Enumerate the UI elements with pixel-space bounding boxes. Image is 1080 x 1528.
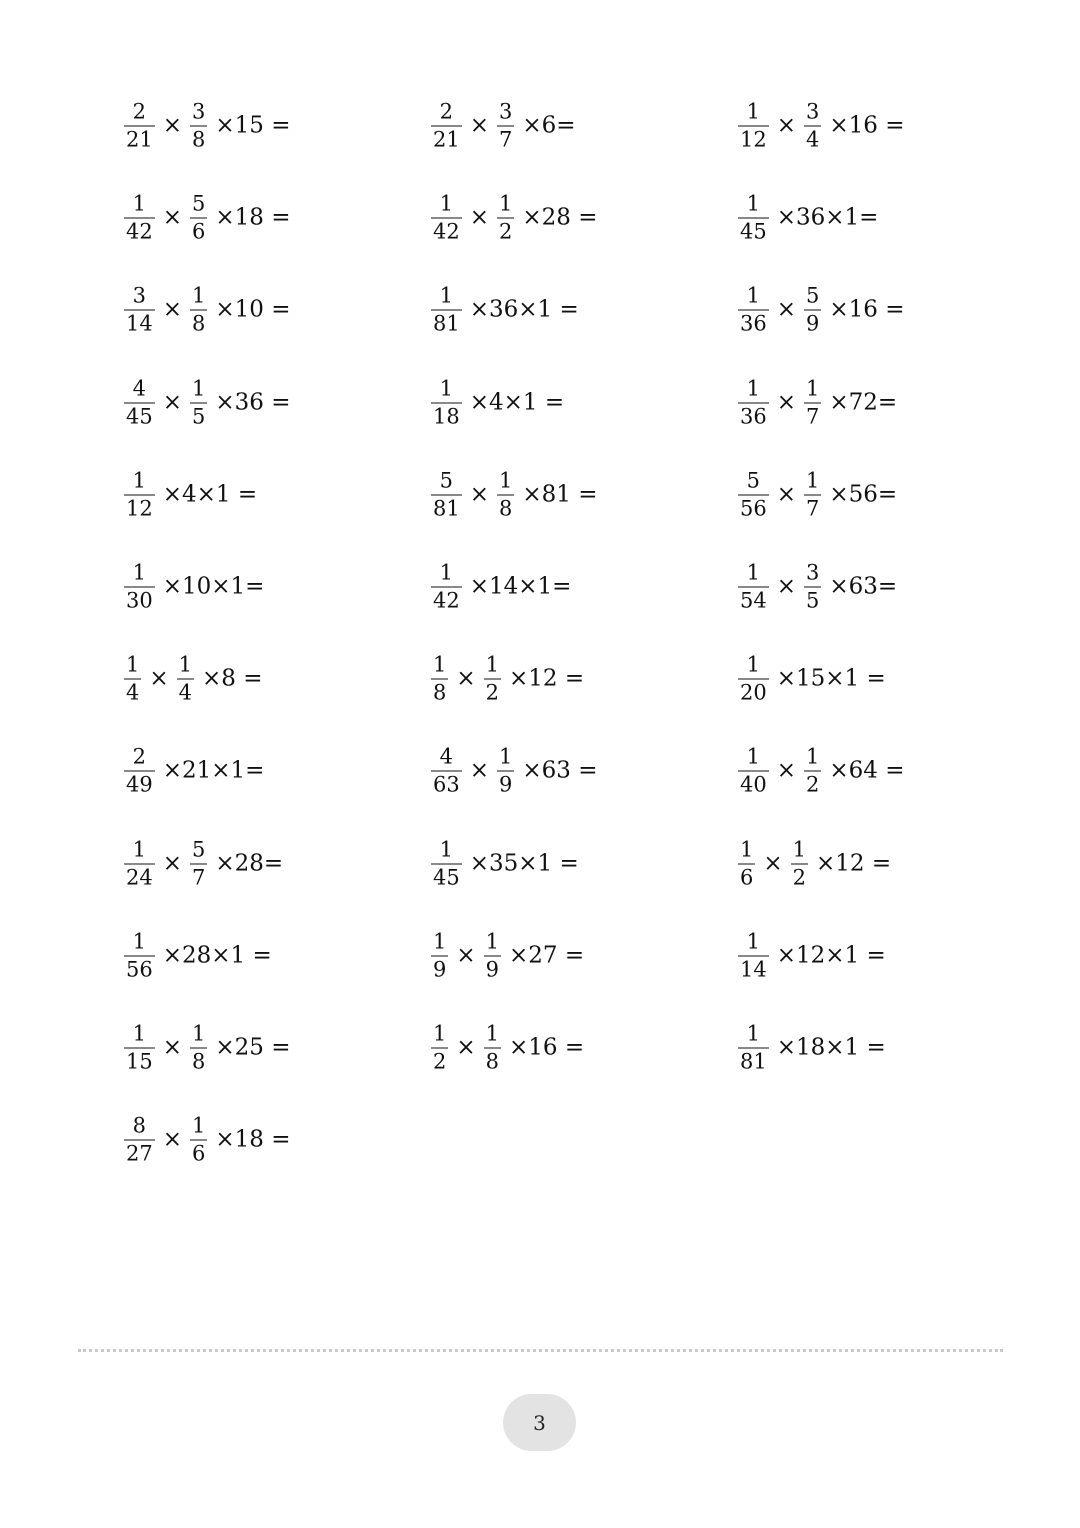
math-problem xyxy=(736,1021,886,1074)
numerator: 1 xyxy=(485,652,500,677)
times-sign: × xyxy=(776,757,797,784)
times-sign: × xyxy=(763,850,783,877)
expression-rest: ×10×1= xyxy=(162,573,265,600)
math-problem xyxy=(736,99,905,152)
math-problem xyxy=(429,191,598,244)
fraction xyxy=(804,470,821,519)
denominator: 20 xyxy=(740,680,767,705)
fraction xyxy=(431,744,462,797)
numerator: 1 xyxy=(192,1113,206,1138)
denominator: 81 xyxy=(740,1049,767,1074)
math-problem xyxy=(122,744,265,797)
fraction xyxy=(738,378,769,427)
numerator: 5 xyxy=(439,468,454,493)
times-sign: × xyxy=(776,573,797,600)
numerator: 4 xyxy=(439,744,454,769)
expression-rest: ×15×1 = xyxy=(776,665,886,692)
fraction xyxy=(190,191,207,244)
fraction xyxy=(124,1113,155,1166)
denominator: 2 xyxy=(499,219,513,244)
times-sign: × xyxy=(162,850,183,877)
denominator: 54 xyxy=(740,588,767,613)
times-sign: × xyxy=(456,1034,476,1061)
numerator: 1 xyxy=(126,652,140,677)
denominator: 12 xyxy=(126,496,153,521)
numerator: 1 xyxy=(192,283,206,308)
expression-rest: ×63= xyxy=(829,573,898,600)
denominator: 45 xyxy=(433,865,460,890)
numerator: 1 xyxy=(433,652,447,677)
denominator: 5 xyxy=(806,588,820,613)
numerator: 1 xyxy=(792,837,807,862)
math-problem xyxy=(429,839,579,888)
numerator: 1 xyxy=(485,1021,500,1046)
times-sign: × xyxy=(149,665,169,692)
numerator: 1 xyxy=(132,560,147,585)
math-problem xyxy=(122,652,263,705)
fraction xyxy=(124,931,155,980)
math-problem xyxy=(429,470,598,519)
fraction xyxy=(804,560,821,613)
fraction xyxy=(804,99,821,152)
fraction xyxy=(190,378,207,427)
expression-rest: ×35×1 = xyxy=(469,850,579,877)
expression-rest: ×36×1= xyxy=(776,204,879,231)
denominator: 8 xyxy=(433,680,447,705)
expression-rest: ×81 = xyxy=(522,481,598,508)
fraction xyxy=(738,470,769,519)
times-sign: × xyxy=(776,112,797,139)
numerator: 1 xyxy=(746,560,761,585)
expression-rest: ×14×1= xyxy=(469,573,572,600)
fraction xyxy=(804,283,821,336)
denominator: 40 xyxy=(740,772,767,797)
math-problem xyxy=(429,283,579,336)
fraction xyxy=(177,652,194,705)
expression-rest: ×10 = xyxy=(215,296,291,323)
fraction xyxy=(124,470,155,519)
numerator: 1 xyxy=(746,191,761,216)
fraction xyxy=(431,99,462,152)
expression-rest: ×6= xyxy=(522,112,576,139)
fraction xyxy=(804,744,821,797)
denominator: 7 xyxy=(192,865,206,890)
fraction xyxy=(497,744,514,797)
expression-rest: ×18×1 = xyxy=(776,1034,886,1061)
denominator: 15 xyxy=(126,1049,153,1074)
numerator: 1 xyxy=(746,283,761,308)
fraction xyxy=(190,1021,207,1074)
math-problem xyxy=(736,931,886,980)
numerator: 1 xyxy=(132,468,147,493)
expression-rest: ×16 = xyxy=(509,1034,585,1061)
math-problem xyxy=(736,744,905,797)
denominator: 81 xyxy=(433,311,460,336)
numerator: 3 xyxy=(499,99,513,124)
numerator: 1 xyxy=(746,376,761,401)
math-problem xyxy=(736,191,879,244)
fraction xyxy=(124,839,155,888)
numerator: 1 xyxy=(740,837,754,862)
expression-rest: ×4×1 = xyxy=(162,481,258,508)
denominator: 42 xyxy=(433,219,460,244)
expression-rest: ×63 = xyxy=(522,757,598,784)
expression-rest: ×64 = xyxy=(829,757,905,784)
numerator: 1 xyxy=(499,191,513,216)
denominator: 6 xyxy=(192,219,206,244)
denominator: 8 xyxy=(192,1049,206,1074)
times-sign: × xyxy=(456,665,476,692)
fraction xyxy=(738,191,769,244)
math-problem xyxy=(122,1113,291,1166)
times-sign: × xyxy=(162,1126,183,1153)
numerator: 1 xyxy=(132,837,147,862)
expression-rest: ×28×1 = xyxy=(162,942,272,969)
fraction xyxy=(124,378,155,427)
numerator: 1 xyxy=(806,468,820,493)
footer-divider xyxy=(78,1349,1003,1352)
denominator: 45 xyxy=(740,219,767,244)
numerator: 1 xyxy=(746,652,761,677)
numerator: 3 xyxy=(806,560,820,585)
fraction xyxy=(484,1021,501,1074)
times-sign: × xyxy=(162,296,183,323)
numerator: 3 xyxy=(192,99,206,124)
expression-rest: ×4×1 = xyxy=(469,389,565,416)
numerator: 2 xyxy=(132,99,147,124)
fraction xyxy=(190,1113,207,1166)
expression-rest: ×36 = xyxy=(215,389,291,416)
denominator: 42 xyxy=(126,219,153,244)
denominator: 2 xyxy=(806,772,820,797)
times-sign: × xyxy=(776,389,797,416)
fraction xyxy=(124,191,155,244)
math-problem xyxy=(122,191,291,244)
expression-rest: ×21×1= xyxy=(162,757,265,784)
math-problem xyxy=(122,931,272,980)
denominator: 8 xyxy=(192,127,206,152)
denominator: 9 xyxy=(485,957,500,982)
numerator: 1 xyxy=(132,929,147,954)
times-sign: × xyxy=(776,481,797,508)
numerator: 1 xyxy=(439,837,454,862)
denominator: 81 xyxy=(433,496,460,521)
denominator: 14 xyxy=(740,957,767,982)
denominator: 2 xyxy=(792,865,807,890)
fraction xyxy=(431,191,462,244)
fraction xyxy=(431,560,462,613)
numerator: 1 xyxy=(499,744,513,769)
math-problem xyxy=(122,839,283,888)
fraction xyxy=(124,560,155,613)
denominator: 36 xyxy=(740,404,767,429)
expression-rest: ×28 = xyxy=(522,204,598,231)
denominator: 42 xyxy=(433,588,460,613)
fraction xyxy=(738,744,769,797)
math-problem xyxy=(429,378,564,427)
fraction xyxy=(791,839,808,888)
numerator: 2 xyxy=(439,99,454,124)
numerator: 5 xyxy=(806,283,820,308)
times-sign: × xyxy=(456,942,476,969)
expression-rest: ×27 = xyxy=(509,942,585,969)
fraction xyxy=(484,931,501,980)
denominator: 4 xyxy=(178,680,193,705)
fraction xyxy=(124,652,141,705)
denominator: 45 xyxy=(126,404,153,429)
expression-rest: ×72= xyxy=(829,389,898,416)
numerator: 1 xyxy=(178,652,193,677)
math-problem xyxy=(736,470,897,519)
denominator: 4 xyxy=(126,680,140,705)
denominator: 21 xyxy=(126,127,153,152)
numerator: 1 xyxy=(439,191,454,216)
math-problem xyxy=(429,560,572,613)
fraction xyxy=(497,191,514,244)
fraction xyxy=(190,99,207,152)
numerator: 1 xyxy=(746,929,761,954)
fraction xyxy=(738,1021,769,1074)
numerator: 1 xyxy=(192,1021,206,1046)
denominator: 24 xyxy=(126,865,153,890)
fraction xyxy=(190,839,207,888)
math-problem xyxy=(122,283,291,336)
denominator: 12 xyxy=(740,127,767,152)
math-problem xyxy=(736,839,891,888)
denominator: 30 xyxy=(126,588,153,613)
numerator: 1 xyxy=(132,1021,147,1046)
math-problem xyxy=(736,378,897,427)
math-problem xyxy=(429,652,585,705)
fraction xyxy=(738,652,769,705)
times-sign: × xyxy=(469,757,490,784)
expression-rest: ×12×1 = xyxy=(776,942,886,969)
times-sign: × xyxy=(162,204,183,231)
denominator: 6 xyxy=(740,865,754,890)
numerator: 1 xyxy=(192,376,206,401)
numerator: 1 xyxy=(485,929,500,954)
times-sign: × xyxy=(162,389,183,416)
expression-rest: ×28= xyxy=(215,850,284,877)
math-problem xyxy=(122,470,257,519)
denominator: 56 xyxy=(740,496,767,521)
denominator: 5 xyxy=(192,404,206,429)
denominator: 8 xyxy=(499,496,513,521)
numerator: 1 xyxy=(439,283,454,308)
expression-rest: ×12 = xyxy=(509,665,585,692)
numerator: 3 xyxy=(132,283,147,308)
denominator: 2 xyxy=(485,680,500,705)
math-problem xyxy=(122,99,291,152)
math-problem xyxy=(429,744,598,797)
numerator: 1 xyxy=(433,929,447,954)
times-sign: × xyxy=(162,1034,183,1061)
fraction xyxy=(738,283,769,336)
numerator: 2 xyxy=(132,744,147,769)
expression-rest: ×8 = xyxy=(202,665,263,692)
math-problem xyxy=(736,283,905,336)
numerator: 1 xyxy=(806,376,820,401)
numerator: 1 xyxy=(746,744,761,769)
fraction xyxy=(738,99,769,152)
fraction xyxy=(738,931,769,980)
denominator: 9 xyxy=(806,311,820,336)
denominator: 7 xyxy=(806,496,820,521)
denominator: 7 xyxy=(499,127,513,152)
fraction xyxy=(124,744,155,797)
math-problem xyxy=(122,560,265,613)
numerator: 4 xyxy=(132,376,147,401)
expression-rest: ×56= xyxy=(829,481,898,508)
numerator: 1 xyxy=(806,744,820,769)
times-sign: × xyxy=(469,112,490,139)
expression-rest: ×36×1 = xyxy=(469,296,579,323)
numerator: 1 xyxy=(132,191,147,216)
fraction xyxy=(431,283,462,336)
denominator: 14 xyxy=(126,311,153,336)
fraction xyxy=(738,560,769,613)
math-problem xyxy=(122,378,291,427)
math-problem xyxy=(429,1021,585,1074)
fraction xyxy=(431,652,448,705)
numerator: 1 xyxy=(746,1021,761,1046)
math-problem xyxy=(122,1021,291,1074)
fraction xyxy=(484,652,501,705)
denominator: 63 xyxy=(433,772,460,797)
numerator: 5 xyxy=(192,837,206,862)
fraction xyxy=(804,378,821,427)
numerator: 5 xyxy=(746,468,761,493)
expression-rest: ×25 = xyxy=(215,1034,291,1061)
fraction xyxy=(431,378,462,427)
denominator: 4 xyxy=(806,127,820,152)
numerator: 1 xyxy=(746,99,761,124)
denominator: 9 xyxy=(499,772,513,797)
numerator: 1 xyxy=(439,376,454,401)
numerator: 1 xyxy=(439,560,454,585)
fraction xyxy=(431,1021,448,1074)
numerator: 1 xyxy=(499,468,513,493)
fraction xyxy=(497,470,514,519)
math-problem xyxy=(429,99,576,152)
fraction xyxy=(738,839,755,888)
math-problem xyxy=(736,560,898,613)
denominator: 9 xyxy=(433,957,447,982)
fraction xyxy=(431,931,448,980)
numerator: 8 xyxy=(132,1113,147,1138)
math-problem xyxy=(429,931,584,980)
fraction xyxy=(124,283,155,336)
denominator: 8 xyxy=(192,311,206,336)
times-sign: × xyxy=(469,481,490,508)
denominator: 21 xyxy=(433,127,460,152)
numerator: 5 xyxy=(192,191,206,216)
expression-rest: ×15 = xyxy=(215,112,291,139)
denominator: 18 xyxy=(433,404,460,429)
times-sign: × xyxy=(162,112,183,139)
fraction xyxy=(124,1021,155,1074)
fraction xyxy=(497,99,514,152)
times-sign: × xyxy=(469,204,490,231)
denominator: 8 xyxy=(485,1049,500,1074)
denominator: 27 xyxy=(126,1141,153,1166)
expression-rest: ×16 = xyxy=(829,112,905,139)
expression-rest: ×18 = xyxy=(215,204,291,231)
fraction xyxy=(431,839,462,888)
times-sign: × xyxy=(776,296,797,323)
numerator: 1 xyxy=(433,1021,447,1046)
denominator: 6 xyxy=(192,1141,206,1166)
denominator: 2 xyxy=(433,1049,447,1074)
denominator: 7 xyxy=(806,404,820,429)
expression-rest: ×18 = xyxy=(215,1126,291,1153)
denominator: 56 xyxy=(126,957,153,982)
page-number: 3 xyxy=(503,1394,576,1451)
expression-rest: ×16 = xyxy=(829,296,905,323)
math-problem xyxy=(736,652,886,705)
fraction xyxy=(124,99,155,152)
expression-rest: ×12 = xyxy=(816,850,892,877)
fraction xyxy=(431,470,462,519)
numerator: 3 xyxy=(806,99,820,124)
denominator: 36 xyxy=(740,311,767,336)
fraction xyxy=(190,283,207,336)
denominator: 49 xyxy=(126,772,153,797)
